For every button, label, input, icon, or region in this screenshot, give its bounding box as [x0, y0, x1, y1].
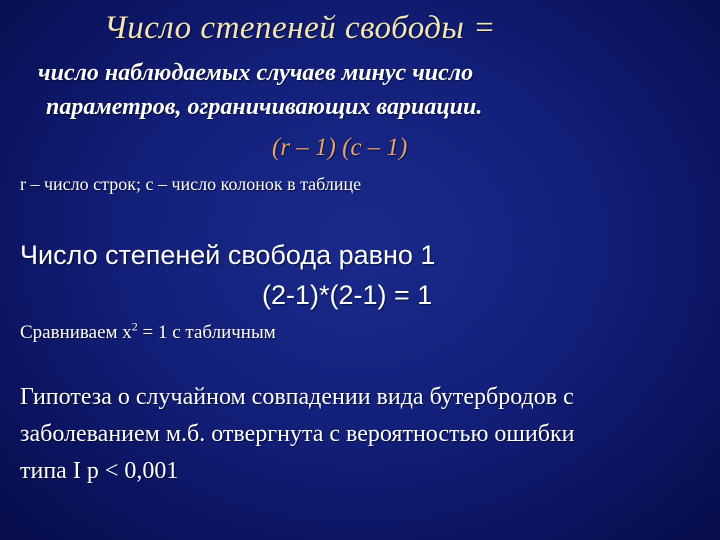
- definition-line-2: параметров, ограничивающих вариации.: [46, 94, 483, 120]
- slide-title: Число степеней свободы =: [104, 10, 496, 46]
- compare-superscript: 2: [131, 319, 138, 334]
- degrees-of-freedom-formula: (r – 1) (c – 1): [272, 134, 408, 161]
- compare-prefix: Сравниваем х: [20, 322, 132, 343]
- df-calculation: (2-1)*(2-1) = 1: [262, 280, 433, 310]
- hypothesis-line-2: заболеванием м.б. отвергнута с вероятностью ошибки: [20, 421, 575, 447]
- hypothesis-line-1: Гипотеза о случайном совпадении вида бутербродов с: [20, 384, 574, 410]
- chi-square-comparison: [20, 319, 276, 344]
- compare-suffix: = 1 с табличным: [137, 322, 276, 343]
- df-statement: Число степеней свобода равно 1: [20, 240, 436, 270]
- definition-line-1: число наблюдаемых случаев минус число: [38, 60, 474, 86]
- hypothesis-line-3: типа I р < 0,001: [20, 458, 179, 484]
- formula-note: r – число строк; с – число колонок в таблице: [20, 174, 362, 194]
